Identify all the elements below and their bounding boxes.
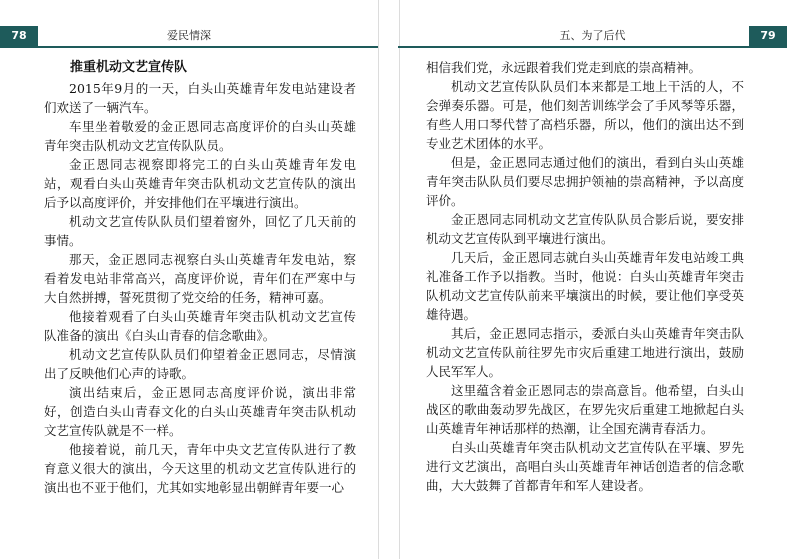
left-page [0,0,378,559]
right-page-header [398,26,787,48]
paragraph: 金正恩同志视察即将完工的白头山英雄青年发电站，观看白头山英雄青年突击队机动文艺宣传队的演出后予以高度评价，并安排他们在平壤进行演出。 [44,157,356,210]
paragraph: 机动文艺宣传队队员们本来都是工地上干活的人，不会弹奏乐器。可是，他们刻苦训练学会了手风琴等乐器，有些人用口琴代替了高档乐器，所以，他们的演出达不到专业艺术团体的水平。 [426,79,744,151]
paragraph: 那天，金正恩同志视察白头山英雄青年发电站，察看着发电站非常高兴，高度评价说，青年们在严寒中与大自然拼搏，誓死贯彻了党交给的任务，精神可嘉。 [44,252,356,305]
left-running-title: 爱民情深 [167,29,211,42]
paragraph: 演出结束后，金正恩同志高度评价说，演出非常好，创造白头山青春文化的白头山英雄青年突击队机动文艺宣传队就是不一样。 [44,385,356,438]
right-page-number: 79 [749,26,787,46]
continued-paragraph: 相信我们党，永远跟着我们党走到底的崇高精神。 [426,60,702,75]
right-page [398,0,787,559]
paragraph: 几天后，金正恩同志就白头山英雄青年发电站竣工典礼准备工作予以指教。当时，他说：白头山英雄青年突击队机动文艺宣传队前来平壤演出的时候，要让他们享受英雄待遇。 [426,250,744,322]
book-gutter [378,0,400,559]
paragraph: 白头山英雄青年突击队机动文艺宣传队在平壤、罗先进行文艺演出，高唱白头山英雄青年神话创造者的信念歌曲，大大鼓舞了首都青年和军人建设者。 [426,440,744,493]
paragraph: 但是，金正恩同志通过他们的演出，看到白头山英雄青年突击队队员们要尽忠拥护领袖的崇高精神，予以高度评价。 [426,155,744,208]
left-page-body [44,58,356,497]
left-page-number: 78 [0,26,38,46]
paragraph: 机动文艺宣传队队员们仰望着金正恩同志，尽情演出了反映他们心声的诗歌。 [44,347,356,381]
left-page-header [0,26,378,48]
section-title: 推重机动文艺宣传队 [70,60,188,75]
paragraph: 车里坐着敬爱的金正恩同志高度评价的白头山英雄青年突击队机动文艺宣传队队员。 [44,119,356,153]
paragraph: 机动文艺宣传队队员们望着窗外，回忆了几天前的事情。 [44,214,356,248]
right-page-body [426,58,744,495]
paragraph: 2015年9月的一天，白头山英雄青年发电站建设者们欢送了一辆汽车。 [44,81,356,115]
paragraph: 他接着观看了白头山英雄青年突击队机动文艺宣传队准备的演出《白头山青春的信念歌曲》。 [44,309,356,343]
right-running-title: 五、为了后代 [559,29,626,42]
paragraph: 他接着说，前几天，青年中央文艺宣传队进行了教育意义很大的演出，今天这里的机动文艺宣传队进行的演出也不亚于他们，尤其如实地彰显出朝鲜青年要一心 [44,442,356,495]
paragraph: 这里蕴含着金正恩同志的崇高意旨。他希望，白头山战区的歌曲轰动罗先战区，在罗先灾后重建工地掀起白头山英雄青年神话那样的热潮，让全国充满青春活力。 [426,383,744,436]
paragraph: 其后，金正恩同志指示，委派白头山英雄青年突击队机动文艺宣传队前往罗先市灾后重建工地进行演出，鼓励人民军军人。 [426,326,744,379]
paragraph: 金正恩同志同机动文艺宣传队队员合影后说，要安排机动文艺宣传队到平壤进行演出。 [426,212,744,246]
